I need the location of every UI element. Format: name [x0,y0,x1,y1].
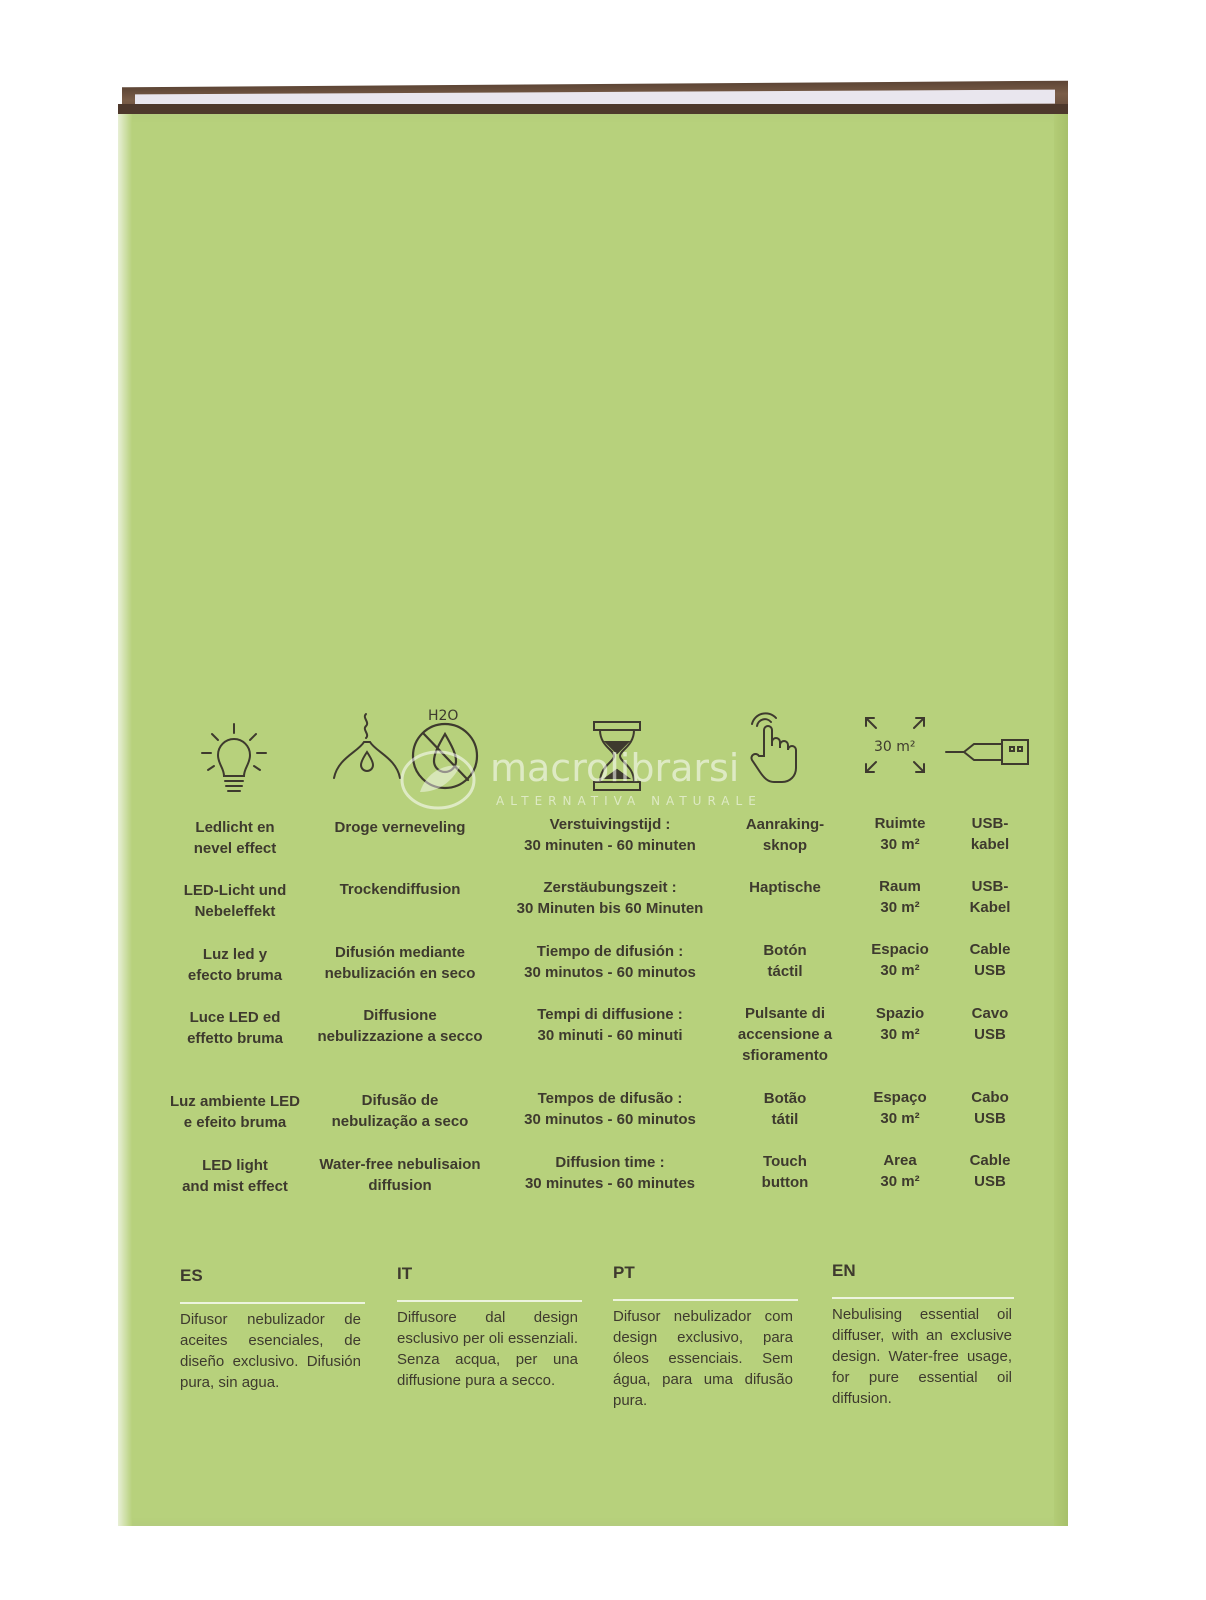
watermark-tagline: ALTERNATIVA NATURALE [496,794,762,808]
feature-cable: Cable USB [969,1152,1011,1190]
feature-area: Raum 30 m² [879,878,921,916]
description-es: Difusor nebulizador de aceites esenciales, de diseño exclusivo. Difusión pura, sin agua. [180,1311,361,1391]
usb-plug-icon [944,734,1032,770]
lang-code-pt: PT [613,1263,635,1282]
touch-button-icon [744,710,802,786]
feature-button: Pulsante di accensione a sfioramento [737,1005,833,1064]
box-right-edge [1054,114,1068,1526]
area-icon-label: 30 m² [874,739,916,755]
feature-diffusion: Water-free nebulisaion diffusion [319,1156,481,1194]
lang-code-es: ES [180,1266,203,1285]
description-it: Diffusore dal design esclusivo per oli essenziali. Senza acqua, per una diffusione pura a secco. [397,1309,578,1389]
hourglass-icon [592,720,642,792]
box-left-edge [118,114,132,1526]
feature-diffusion: Difusión mediante nebulización en seco [324,944,476,982]
feature-button: Haptische [749,879,821,896]
description-en: Nebulising essential oil diffuser, with an exclusive design. Water-free usage, for pure essential oil diffusion. [832,1306,1012,1407]
feature-time: Diffusion time : 30 minutes - 60 minutes [524,1154,696,1192]
feature-time: Zerstäubungszeit : 30 Minuten bis 60 Minuten [516,879,704,917]
lang-code-en: EN [832,1261,856,1280]
lang-code-it: IT [397,1264,413,1283]
divider [180,1302,365,1304]
area-arrows-icon [860,712,930,778]
feature-light: Luz led y efecto bruma [187,946,283,984]
feature-cable: Cabo USB [971,1089,1009,1127]
feature-light: LED-Licht und Nebeleffekt [183,882,287,920]
dry-mist-diffuser-icon [330,712,406,788]
feature-cable: Cable USB [969,941,1011,979]
lightbulb-icon [198,722,270,798]
feature-button: Botão tátil [763,1090,807,1128]
watermark-brand: macrolibrarsi [490,746,740,790]
feature-area: Espaço 30 m² [873,1089,927,1127]
feature-button: Touch button [761,1153,809,1191]
feature-button: Aanraking- sknop [745,816,825,854]
divider [613,1299,798,1301]
feature-button: Botón táctil [763,942,807,980]
feature-light: Luz ambiente LED e efeito bruma [169,1093,300,1131]
feature-light: Ledlicht en nevel effect [193,819,277,857]
feature-cable: Cavo USB [971,1005,1009,1043]
feature-time: Tempi di diffusione : 30 minuti - 60 minuti [537,1006,683,1044]
feature-diffusion: Difusão de nebulização a seco [331,1092,469,1130]
feature-area: Espacio 30 m² [871,941,929,979]
divider [397,1300,582,1302]
feature-diffusion: Trockendiffusion [339,881,461,898]
feature-time: Verstuivingstijd : 30 minuten - 60 minuten [524,816,696,854]
feature-light: LED light and mist effect [182,1157,288,1195]
feature-time: Tiempo de difusión : 30 minutos - 60 minutos [524,943,696,981]
h2o-label: H2O [428,708,459,724]
feature-light: Luce LED ed effetto bruma [187,1009,283,1047]
no-water-icon [408,704,482,792]
divider [832,1297,1014,1299]
feature-area: Spazio 30 m² [875,1005,925,1043]
feature-area: Area 30 m² [880,1152,920,1190]
feature-time: Tempos de difusão : 30 minutos - 60 minutos [524,1090,696,1128]
feature-diffusion: Diffusione nebulizzazione a secco [317,1007,483,1045]
description-pt: Difusor nebulizador com design exclusivo, para óleos essenciais. Sem água, para uma difusão pura. [613,1308,793,1409]
feature-area: Ruimte 30 m² [874,815,926,853]
feature-cable: USB- kabel [970,815,1010,853]
feature-diffusion: Droge verneveling [334,819,466,836]
feature-cable: USB- Kabel [969,878,1011,916]
